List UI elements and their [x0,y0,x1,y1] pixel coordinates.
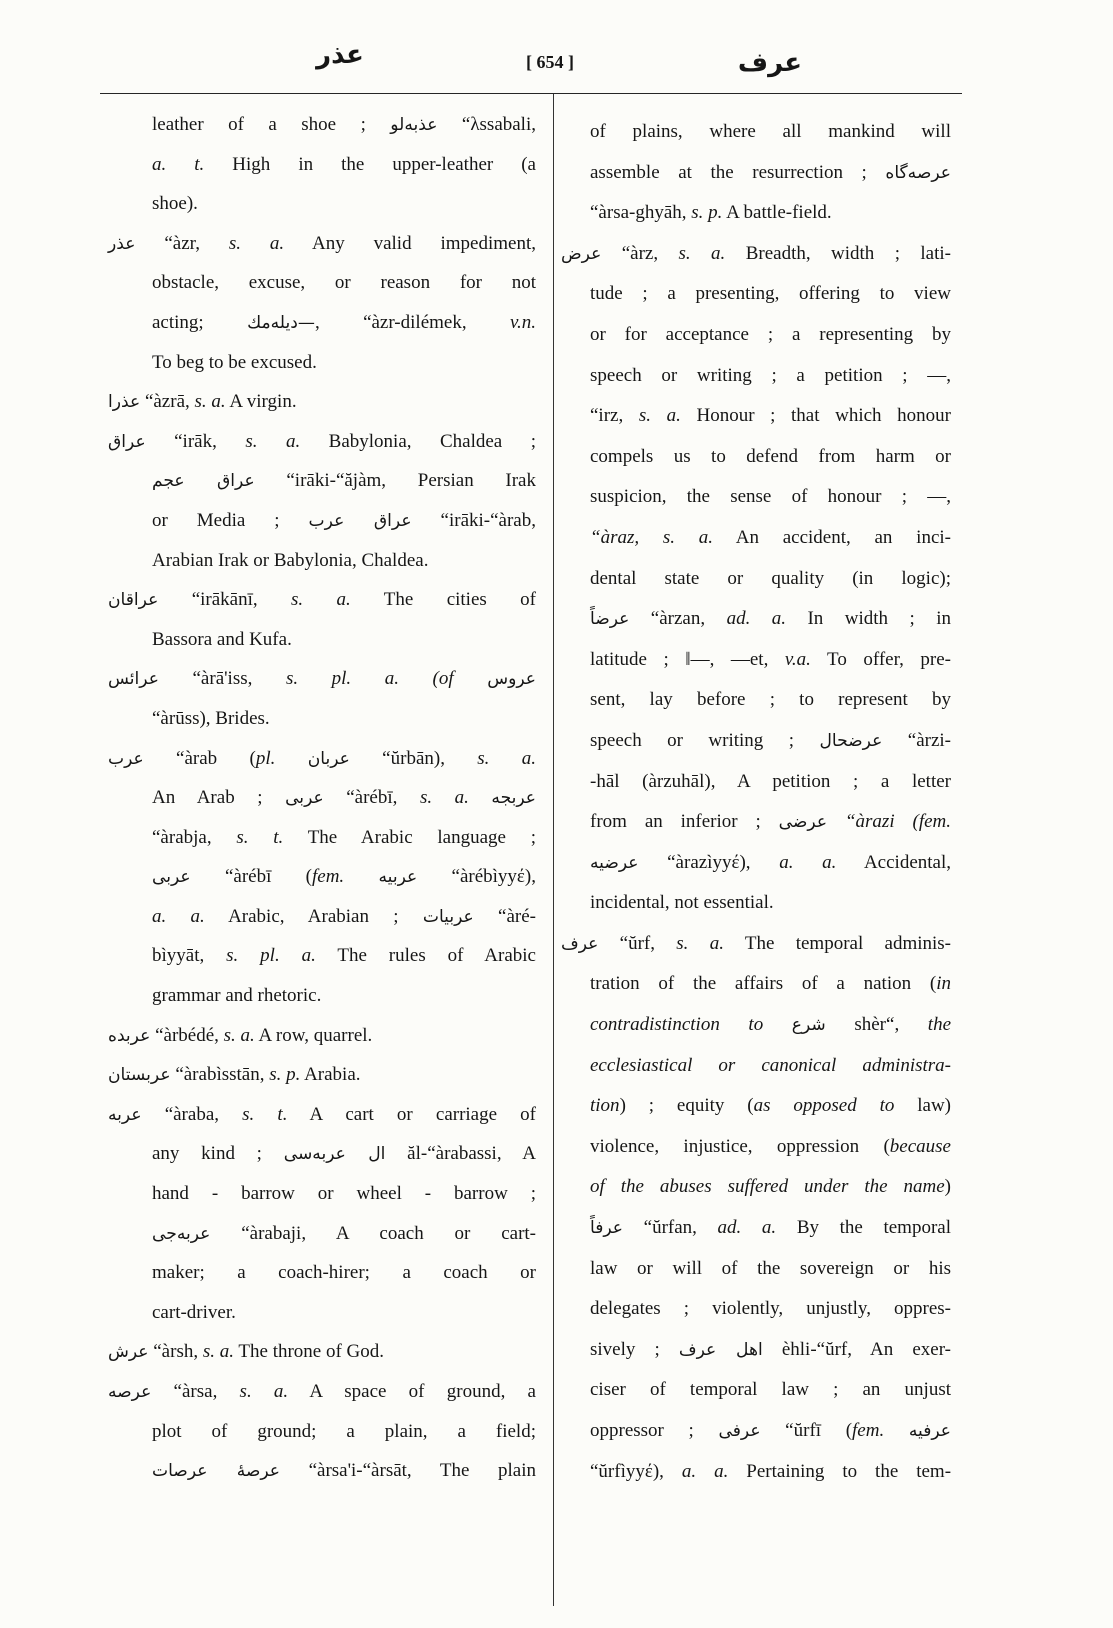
italic-text: fem. [312,866,345,888]
header-rule [100,93,962,94]
entry-line [561,1046,951,1087]
entry-line [108,857,536,897]
text-run: ) [944,1176,951,1198]
italic-text: s. a. [477,747,536,769]
text-run: sively ; [590,1338,679,1360]
italic-text: a. a. [152,905,205,927]
italic-text: s. a. [194,391,226,413]
text-run: “àrazìyyέ), [638,851,780,873]
text-run: “àrūss), Brides. [152,707,270,729]
entry-line [108,501,536,541]
arabic-term: عراق عرب [308,510,412,531]
italic-text: s. a. [676,932,724,954]
text-run: High in the upper-leather (a [204,153,536,175]
arabic-term: عرضی [778,812,828,833]
left-column [108,105,536,1491]
arabic-term: عرب [108,748,144,769]
text-run [827,811,845,832]
entry-line [108,1134,536,1174]
entry-line [108,343,536,383]
text-run [884,1420,909,1441]
arabic-term: —دیله‌مك [247,312,315,333]
text-run: “àrébìyyέ), [417,866,536,888]
text-run: Honour ; that which honour [680,405,951,427]
text-run: Any valid impediment, [284,232,536,254]
text-run: Babylonia, Chaldea ; [300,430,536,452]
entry-line [108,1214,536,1254]
text-run: violence, injustice, oppression ( [590,1135,890,1157]
italic-text: a. a. [779,851,837,873]
italic-text: s. a. [638,405,681,427]
entry-line [561,802,951,843]
text-run: “àrab ( [143,747,256,769]
dictionary-entry [108,1332,536,1372]
italic-text: fem. [852,1420,885,1441]
dictionary-entry [108,1095,536,1333]
text-run: Arabia. [300,1064,361,1086]
text-run: A space of ground, a [288,1381,536,1402]
italic-text: s. a. [202,1341,234,1363]
running-head-left-word: عذر [316,40,364,70]
entry-line [108,263,536,303]
entry-line [561,1452,951,1493]
text-run: “ŭrfī ( [760,1420,853,1441]
text-run: “àrébī ( [190,866,312,888]
text-run: speech or writing ; a petition ; —, [590,364,951,386]
text-run: A battle-field. [722,202,832,224]
text-run [344,866,378,887]
italic-text: “àraz, s. a. [590,526,714,548]
text-run: “àraba, [141,1103,243,1125]
text-run: ciser of temporal law ; an unjust [590,1379,951,1401]
entry-headline [108,1332,536,1372]
text-run: grammar and rhetoric. [152,985,322,1007]
text-run: An accident, an inci- [713,526,952,548]
entry-line [561,437,951,478]
entry-line [108,1451,536,1491]
text-run: “àzr, [135,232,229,254]
text-run: The cities of [350,589,536,611]
text-run: “irāki-“àrab, [411,509,536,531]
arabic-term: عذرا [108,392,141,413]
italic-text: s. a. [291,589,351,611]
entry-line [108,105,536,145]
dictionary-entry [108,422,536,580]
arabic-term: عربی [285,788,324,809]
italic-text: s. pl. a. (of [285,668,488,690]
text-run: plot of ground; a plain, a field; [152,1420,536,1442]
entry-line [561,843,951,884]
entry-line [108,976,536,1016]
entry-line [561,193,951,234]
text-run: Breadth, width ; lati- [725,242,951,264]
column-divider [553,94,554,1606]
dictionary-entry [108,224,536,382]
arabic-term: عرف [561,933,599,954]
italic-text: ad. a. [726,608,787,630]
text-run: tude ; a presenting, offering to view [590,283,951,305]
text-run: èhli-“ŭrf, An exer- [762,1338,952,1360]
text-run: “àrsa'i-“àrsāt, The plain [280,1460,536,1482]
arabic-term: عربجه [491,788,537,809]
text-run: , “àzr-dilémek, [314,311,510,333]
text-run: Arabian Irak or Babylonia, Chaldea. [152,549,429,571]
italic-text: a. a. [681,1460,729,1482]
arabic-term: عربیات [422,906,474,927]
entry-headline [108,580,536,620]
italic-text: s. t. [236,826,284,848]
text-run: law or will of the sovereign or his [590,1257,951,1279]
text-run: or for acceptance ; a representing by [590,323,951,345]
entry-line [108,936,536,976]
entry-line [108,699,536,739]
dictionary-entry [108,580,536,659]
arabic-term: عروس [487,669,536,690]
entry-line [108,1412,536,1452]
text-run: To offer, pre- [810,648,951,670]
dictionary-entry [108,1372,536,1491]
entry-line [108,897,536,937]
arabic-term: عذبه‌لو [390,115,438,135]
text-run: In width ; in [786,608,951,630]
text-run: shèr“, [825,1014,928,1036]
arabic-term: عرائس [108,669,159,690]
text-run: A row, quarrel. [254,1024,373,1046]
text-run: acting; [152,311,248,333]
entry-headline [108,659,536,699]
text-run: To beg to be excused. [152,351,317,373]
text-run: “irākānī, [158,589,291,611]
text-run: assemble at the resurrection ; [590,161,886,183]
entry-line [561,518,951,559]
text-run: “irāki-“ăjàm, Persian Irak [254,470,536,492]
italic-text: s. pl. a. [226,945,316,967]
text-run: “àrabaji, A coach or cart- [210,1222,536,1244]
text-run: “àrsa, [151,1381,240,1402]
arabic-term: عرصه‌گاه [885,162,951,183]
arabic-term: عرش [108,1342,149,1363]
italic-text: v.a. [784,648,811,670]
text-run: obstacle, excuse, or reason for not [152,272,536,294]
text-run: Arabic, Arabian ; [204,905,423,927]
entry-line [561,356,951,397]
text-run: any kind ; [152,1143,284,1165]
text-run: The rules of Arabic [315,945,536,967]
text-run: “àré- [473,905,536,927]
arabic-term: عربیه [378,867,418,888]
italic-text: in [936,973,951,995]
dictionary-entry [108,382,536,422]
text-run: ) ; equity ( [619,1095,754,1117]
text-run: incidental, not essential. [590,892,774,914]
text-run: oppressor ; [590,1420,719,1441]
entry-headline [108,422,536,462]
entry-line [108,461,536,501]
entry-line [108,184,536,224]
italic-text: s. t. [242,1103,288,1125]
running-head-right-word: عرف [737,48,803,78]
entry-line [561,1370,951,1411]
arabic-term: عرضیه [590,852,639,873]
text-run: cart-driver. [152,1301,236,1323]
entry-headline [108,1372,536,1412]
arabic-term: عرض [561,243,602,264]
text-run: compels us to defend from harm or [590,445,951,467]
italic-text: ecclesiastical or canonical administra- [590,1054,951,1076]
italic-text: “àrazi (fem. [844,811,951,833]
entry-line [561,477,951,518]
text-run: delegates ; violently, unjustly, oppres- [590,1298,951,1320]
text-run: “àrsh, [148,1341,203,1363]
dictionary-entry [108,1016,536,1056]
italic-text: s. p. [269,1064,301,1086]
text-run: The temporal adminis- [723,932,952,954]
dictionary-entry [561,234,951,924]
italic-text: pl. [255,747,276,769]
text-run: “λssabali, [437,114,536,135]
italic-text: as opposed to [753,1095,895,1117]
arabic-term: عرضاً [590,609,630,630]
entry-line [561,1289,951,1330]
text-run: maker; a coach-hirer; a coach or [152,1262,536,1284]
entry-headline [561,924,951,965]
entry-line [561,1167,951,1208]
text-run: By the temporal [776,1217,951,1239]
entry-line [561,964,951,1005]
arabic-term: ال عربه‌سی [283,1144,386,1165]
italic-text: a. t. [152,153,205,175]
text-run: “ŭrfan, [623,1217,718,1239]
entry-line [561,1411,951,1452]
italic-text: s. a. [678,242,726,264]
entry-line [108,620,536,660]
right-column [561,112,951,1492]
entry-line [108,145,536,185]
text-run: “àrz, [601,242,679,264]
text-run: shoe). [152,193,198,215]
entry-line [561,599,951,640]
text-run: ăl-“àrabassi, A [385,1143,536,1165]
entry-line [108,1293,536,1333]
text-run: The throne of God. [234,1341,385,1363]
arabic-term: عربه [108,1104,142,1125]
dictionary-entry [108,659,536,738]
text-run: A virgin. [225,391,297,413]
text-run: “àrébī, [323,787,420,809]
dictionary-entry [108,105,536,224]
italic-text: contradistinction to [590,1014,792,1036]
arabic-term: عربه‌جی [152,1223,211,1244]
text-run: Bassora and Kufa. [152,628,292,650]
text-run: of plains, where all mankind will [590,121,951,142]
text-run: “àrsa-ghyāh, [590,202,692,224]
text-run: “àzrā, [140,391,195,413]
arabic-term: اهل عرف [678,1339,763,1360]
italic-text: s. a. [239,1381,289,1402]
arabic-term: عربی [152,867,191,888]
text-run: “àrbédé, [150,1024,224,1046]
arabic-term: عربستان [108,1065,171,1086]
entry-line [561,396,951,437]
text-run: speech or writing ; [590,729,820,751]
entry-line [561,1086,951,1127]
entry-headline [108,739,536,779]
entry-headline [108,382,536,422]
text-run: hand - barrow or wheel - barrow ; [152,1183,536,1205]
entry-line [108,1174,536,1214]
text-run: leather of a shoe ; [152,114,391,135]
entry-line [561,1005,951,1046]
entry-line [561,1208,951,1249]
text-run: -hāl (àrzuhāl), A petition ; a letter [590,770,951,792]
arabic-term: عرصهٔ عرصات [152,1461,281,1482]
entry-line [561,153,951,194]
text-run: latitude ; ‖—, —et, [590,648,785,670]
entry-line [561,762,951,803]
arabic-term: عراق عجم [152,471,255,492]
italic-text: s. a. [223,1024,255,1046]
text-run: suspicion, the sense of honour ; —, [590,486,951,508]
dictionary-entry [561,112,951,234]
text-run: sent, lay before ; to represent by [590,689,951,711]
entry-line [561,680,951,721]
entry-line [561,1330,951,1371]
text-run: dental state or quality (in logic); [590,567,951,589]
arabic-term: عراق [108,431,146,452]
text-run: tration of the affairs of a nation ( [590,973,937,995]
entry-headline [108,224,536,264]
text-run: from an inferior ; [590,811,779,833]
entry-line [561,883,951,924]
entry-line [561,1127,951,1168]
dictionary-entry [561,924,951,1492]
entry-line [561,640,951,681]
entry-line [108,541,536,581]
entry-line [108,778,536,818]
text-run: “àrabìsstān, [170,1064,270,1086]
arabic-term: عرضحال [819,730,883,751]
italic-text: s. a. [228,232,285,254]
entry-line [561,112,951,153]
arabic-term: شرع [791,1015,826,1036]
entry-headline [108,1016,536,1056]
italic-text: v.n. [509,311,536,333]
text-run: Accidental, [836,851,951,873]
arabic-term: عرصه [108,1382,152,1402]
entry-line [108,303,536,343]
text-run: An Arab ; [152,787,286,809]
italic-text: the [927,1014,952,1036]
entry-line [561,274,951,315]
text-run: “ŭrf, [598,932,677,954]
text-run: “irāk, [145,430,246,452]
text-run: “àrzi- [882,729,951,751]
arabic-term: عرفی [718,1421,761,1441]
text-run: “ŭrfìyyέ), [590,1460,682,1482]
text-run: or Media ; [152,509,309,531]
page-number: [ 654 ] [526,52,574,72]
arabic-term: عربده [108,1025,151,1046]
arabic-term: عذر [108,233,136,254]
text-run: bìyyāt, [152,945,227,967]
italic-text: s. a. [245,430,301,452]
dictionary-entry [108,739,536,1016]
entry-line [108,818,536,858]
entry-line [561,315,951,356]
text-run: “àrzan, [629,608,727,630]
italic-text: because [889,1135,951,1157]
entry-line [108,1253,536,1293]
text-run: Pertaining to the tem- [728,1460,952,1482]
text-run [469,787,492,808]
arabic-term: عراقان [108,590,159,611]
arabic-term: عرفیه [908,1421,952,1441]
entry-line [561,559,951,600]
text-run: law) [894,1095,951,1117]
dictionary-entry [108,1055,536,1095]
arabic-term: عربان [307,748,350,769]
text-run: A cart or carriage of [287,1103,537,1125]
text-run: “ŭrbān), [349,747,478,769]
text-run: “àrā'iss, [158,668,286,690]
entry-headline [108,1095,536,1135]
text-run [275,748,307,769]
entry-headline [108,1055,536,1095]
text-run: “irz, [590,405,639,427]
entry-line [561,721,951,762]
italic-text: s. a. [419,787,469,809]
entry-headline [561,234,951,275]
italic-text: ad. a. [717,1217,777,1239]
entry-line [561,1249,951,1290]
arabic-term: عرفاً [590,1218,624,1239]
italic-text: tion [590,1095,620,1117]
text-run: The Arabic language ; [283,826,536,848]
text-run: “àrabja, [152,826,237,848]
italic-text: of the abuses suffered under the name [590,1176,945,1198]
italic-text: s. p. [691,202,723,224]
